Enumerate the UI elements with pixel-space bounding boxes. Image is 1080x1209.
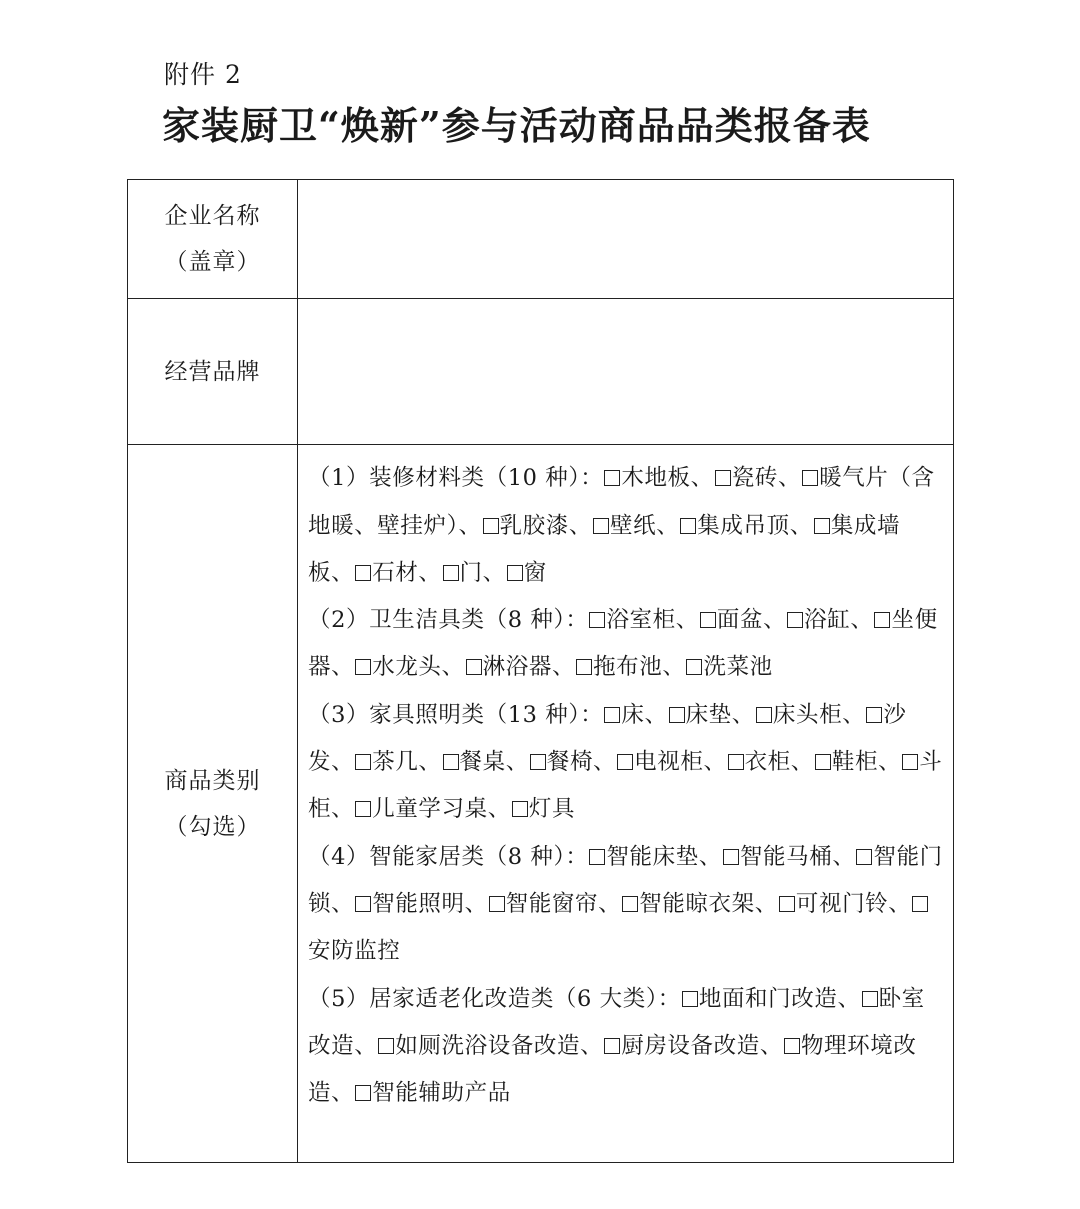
- category-option[interactable]: [621, 891, 755, 917]
- category-group-heading: （4）智能家居类（8 种）：: [308, 843, 589, 870]
- category-option[interactable]: [681, 986, 838, 1012]
- category-option-label: 乳胶漆: [499, 512, 569, 539]
- category-option[interactable]: [603, 1033, 760, 1059]
- checkbox-square-icon[interactable]: [715, 470, 731, 486]
- category-option[interactable]: [588, 607, 675, 633]
- checkbox-square-icon[interactable]: [802, 470, 818, 486]
- checkbox-square-icon[interactable]: [355, 801, 371, 817]
- checkbox-square-icon[interactable]: [604, 470, 620, 486]
- checkbox-square-icon[interactable]: [512, 801, 528, 817]
- category-group-heading: （5）居家适老化改造类（6 大类）：: [308, 985, 681, 1012]
- checkbox-square-icon[interactable]: [604, 1038, 620, 1054]
- category-group-heading: （3）家具照明类（13 种）：: [308, 701, 604, 728]
- checkbox-square-icon[interactable]: [443, 565, 459, 581]
- page-title: 家装厨卫“焕新”参与活动商品品类报备表: [162, 103, 871, 148]
- category-option[interactable]: [482, 513, 569, 539]
- category-option[interactable]: [668, 702, 732, 728]
- checkbox-square-icon[interactable]: [669, 707, 685, 723]
- category-group-heading: （1）装修材料类（10 种）：: [308, 465, 604, 492]
- category-option[interactable]: [488, 891, 598, 917]
- category-option-label: 如厕洗浴设备改造: [395, 1032, 581, 1059]
- category-option-label: 集成墙板: [308, 512, 901, 586]
- category-option[interactable]: [506, 560, 547, 586]
- checkbox-square-icon[interactable]: [355, 565, 371, 581]
- company-seal-note: （盖章）: [164, 249, 261, 276]
- category-option-label: 灯具: [528, 796, 576, 823]
- category-option[interactable]: [679, 513, 789, 539]
- category-option[interactable]: [354, 654, 441, 680]
- category-option-label: 沙发: [308, 701, 907, 776]
- category-option-label: 餐椅: [546, 749, 594, 776]
- category-option-label: 物理环境改造: [308, 1032, 917, 1107]
- category-option-label: 智能晾衣架: [639, 890, 755, 917]
- category-option-label: 鞋柜: [831, 749, 879, 776]
- category-option-label: 窗: [523, 559, 547, 586]
- category-option-label: 智能马桶: [739, 843, 833, 870]
- checkbox-square-icon[interactable]: [787, 612, 803, 628]
- checkbox-square-icon[interactable]: [466, 659, 482, 675]
- category-option-label: 卧室改造: [308, 985, 925, 1059]
- category-option-label: 坐便器: [308, 607, 938, 681]
- checkbox-square-icon[interactable]: [815, 754, 831, 770]
- category-option[interactable]: [442, 560, 483, 586]
- category-option-label: 儿童学习桌: [372, 796, 488, 823]
- category-option-label: 智能照明: [372, 890, 465, 917]
- category-option-label: 集成吊顶: [697, 512, 790, 539]
- category-option-label: 可视门铃: [795, 890, 889, 917]
- category-option[interactable]: [377, 1033, 580, 1059]
- checkbox-square-icon[interactable]: [617, 754, 633, 770]
- category-option-label: 水龙头: [372, 654, 442, 681]
- category-option[interactable]: [786, 607, 850, 633]
- category-options-cell: [298, 445, 954, 1163]
- category-option[interactable]: [699, 607, 763, 633]
- checkbox-square-icon[interactable]: [589, 849, 605, 865]
- brand-label-cell: [128, 299, 298, 445]
- category-option-label: 石材: [372, 559, 419, 586]
- category-option[interactable]: [592, 513, 656, 539]
- category-select-note: （勾选）: [164, 813, 261, 840]
- category-option-label: 洗菜池: [703, 654, 773, 681]
- checkbox-square-icon[interactable]: [355, 754, 371, 770]
- checkbox-square-icon[interactable]: [862, 991, 878, 1007]
- checkbox-square-icon[interactable]: [530, 754, 546, 770]
- category-option[interactable]: [714, 465, 778, 491]
- checkbox-square-icon[interactable]: [593, 518, 609, 534]
- category-option[interactable]: [603, 702, 644, 728]
- category-label-cell: [128, 445, 298, 1163]
- category-row: [128, 445, 954, 1163]
- category-group: （4）智能家居类（8 种）： 智能床垫、 智能马桶、 智能门锁、 智能照明、 智能窗帘、 智能晾衣架、 可视门铃、安防监控: [308, 843, 943, 965]
- category-option-label: 浴室柜: [606, 607, 676, 634]
- checkbox-square-icon[interactable]: [756, 707, 772, 723]
- category-option[interactable]: [575, 654, 662, 680]
- checkbox-square-icon[interactable]: [507, 565, 523, 581]
- category-option[interactable]: [529, 749, 593, 775]
- checkbox-square-icon[interactable]: [489, 896, 505, 912]
- category-option-label: 床头柜: [772, 701, 843, 728]
- checkbox-square-icon[interactable]: [355, 659, 371, 675]
- checkbox-square-icon[interactable]: [902, 754, 918, 770]
- category-option[interactable]: [354, 796, 488, 822]
- checkbox-square-icon[interactable]: [728, 754, 744, 770]
- company-label-cell: [128, 180, 298, 299]
- category-option[interactable]: [354, 1080, 511, 1106]
- category-option-label: 床垫: [685, 701, 732, 728]
- category-option-label: 智能床垫: [606, 843, 699, 870]
- checkbox-square-icon[interactable]: [443, 754, 459, 770]
- checkbox-square-icon[interactable]: [784, 1038, 800, 1054]
- category-group-heading: （2）卫生洁具类（8 种）：: [308, 607, 589, 634]
- category-option-label: 拖布池: [593, 654, 663, 681]
- checkbox-square-icon[interactable]: [680, 518, 696, 534]
- category-option[interactable]: [727, 749, 791, 775]
- checkbox-square-icon[interactable]: [576, 659, 592, 675]
- category-option-label: 茶几: [372, 749, 419, 776]
- company-row: [128, 180, 954, 299]
- category-option-label: 木地板: [621, 465, 691, 492]
- category-option[interactable]: [588, 844, 698, 870]
- category-option-label: 餐桌: [459, 749, 506, 776]
- category-option[interactable]: [603, 465, 690, 491]
- category-option-label: 智能辅助产品: [372, 1080, 511, 1107]
- category-option[interactable]: [755, 702, 842, 728]
- category-option-label: 地面和门改造: [698, 985, 838, 1012]
- checkbox-square-icon[interactable]: [686, 659, 702, 675]
- checkbox-square-icon[interactable]: [874, 612, 890, 628]
- category-option-label: 安防监控: [308, 938, 401, 965]
- category-option-label: 面盆: [716, 607, 764, 634]
- company-name-field[interactable]: [298, 180, 954, 299]
- category-option-label: 衣柜: [744, 749, 791, 776]
- checkbox-square-icon[interactable]: [866, 707, 882, 723]
- category-option-label: 智能窗帘: [505, 890, 599, 917]
- checkbox-square-icon[interactable]: [700, 612, 716, 628]
- category-group: （3）家具照明类（13 种）： 床、 床垫、 床头柜、 沙发、 茶几、 餐桌、 餐椅、 电视柜、 衣柜、 鞋柜、 斗柜、 儿童学习桌、 灯具: [308, 701, 943, 823]
- category-option-label: 暖气片（含地暖、壁挂炉）: [308, 465, 935, 539]
- brand-field[interactable]: [298, 299, 954, 445]
- category-option[interactable]: [354, 560, 418, 586]
- category-option[interactable]: [354, 891, 464, 917]
- checkbox-square-icon[interactable]: [682, 991, 698, 1007]
- category-option[interactable]: [354, 749, 418, 775]
- category-option[interactable]: [778, 891, 888, 917]
- checkbox-square-icon[interactable]: [622, 896, 638, 912]
- category-group: （1）装修材料类（10 种）： 木地板、 瓷砖、 暖气片（含地暖、壁挂炉）、 乳胶漆、 壁纸、 集成吊顶、 集成墙板、 石材、 门、 窗: [308, 465, 935, 586]
- checkbox-square-icon[interactable]: [723, 849, 739, 865]
- checkbox-square-icon[interactable]: [355, 1085, 371, 1101]
- checkbox-square-icon[interactable]: [912, 896, 928, 912]
- brand-label: 经营品牌: [164, 358, 261, 385]
- checkbox-square-icon[interactable]: [589, 612, 605, 628]
- category-option-label: 浴缸: [804, 607, 851, 634]
- checkbox-square-icon[interactable]: [856, 849, 872, 865]
- checkbox-square-icon[interactable]: [604, 707, 620, 723]
- category-option-label: 电视柜: [634, 749, 704, 776]
- registration-form-table: [127, 179, 954, 1163]
- category-group: （2）卫生洁具类（8 种）： 浴室柜、 面盆、 浴缸、 坐便器、 水龙头、 淋浴器、 拖布池、 洗菜池: [308, 607, 938, 681]
- category-option[interactable]: [685, 654, 772, 680]
- category-option[interactable]: [442, 749, 506, 775]
- category-option[interactable]: [511, 796, 575, 822]
- brand-row: [128, 299, 954, 445]
- checkbox-square-icon[interactable]: [355, 896, 371, 912]
- category-option-label: 斗柜: [308, 749, 943, 823]
- category-option[interactable]: [722, 844, 832, 870]
- attachment-label: 附件 2: [164, 60, 242, 89]
- checkbox-square-icon[interactable]: [483, 518, 499, 534]
- category-option[interactable]: [616, 749, 703, 775]
- category-option-label: 淋浴器: [482, 654, 552, 681]
- company-name-label: 企业名称: [164, 203, 261, 230]
- category-option-label: 床: [621, 701, 645, 728]
- checkbox-square-icon[interactable]: [378, 1038, 394, 1054]
- category-group: （5）居家适老化改造类（6 大类）： 地面和门改造、 卧室改造、 如厕洗浴设备改造、 厨房设备改造、 物理环境改造、 智能辅助产品: [308, 985, 925, 1107]
- category-option[interactable]: [465, 654, 552, 680]
- category-option-label: 壁纸: [609, 512, 657, 539]
- checkbox-square-icon[interactable]: [779, 896, 795, 912]
- category-option[interactable]: [814, 749, 878, 775]
- category-option-label: 厨房设备改造: [621, 1032, 760, 1059]
- checkbox-square-icon[interactable]: [814, 518, 830, 534]
- category-option-label: 瓷砖: [731, 465, 778, 492]
- category-label: 商品类别: [164, 767, 261, 794]
- category-option-label: 智能门锁: [308, 843, 943, 917]
- category-option-label: 门: [459, 559, 483, 586]
